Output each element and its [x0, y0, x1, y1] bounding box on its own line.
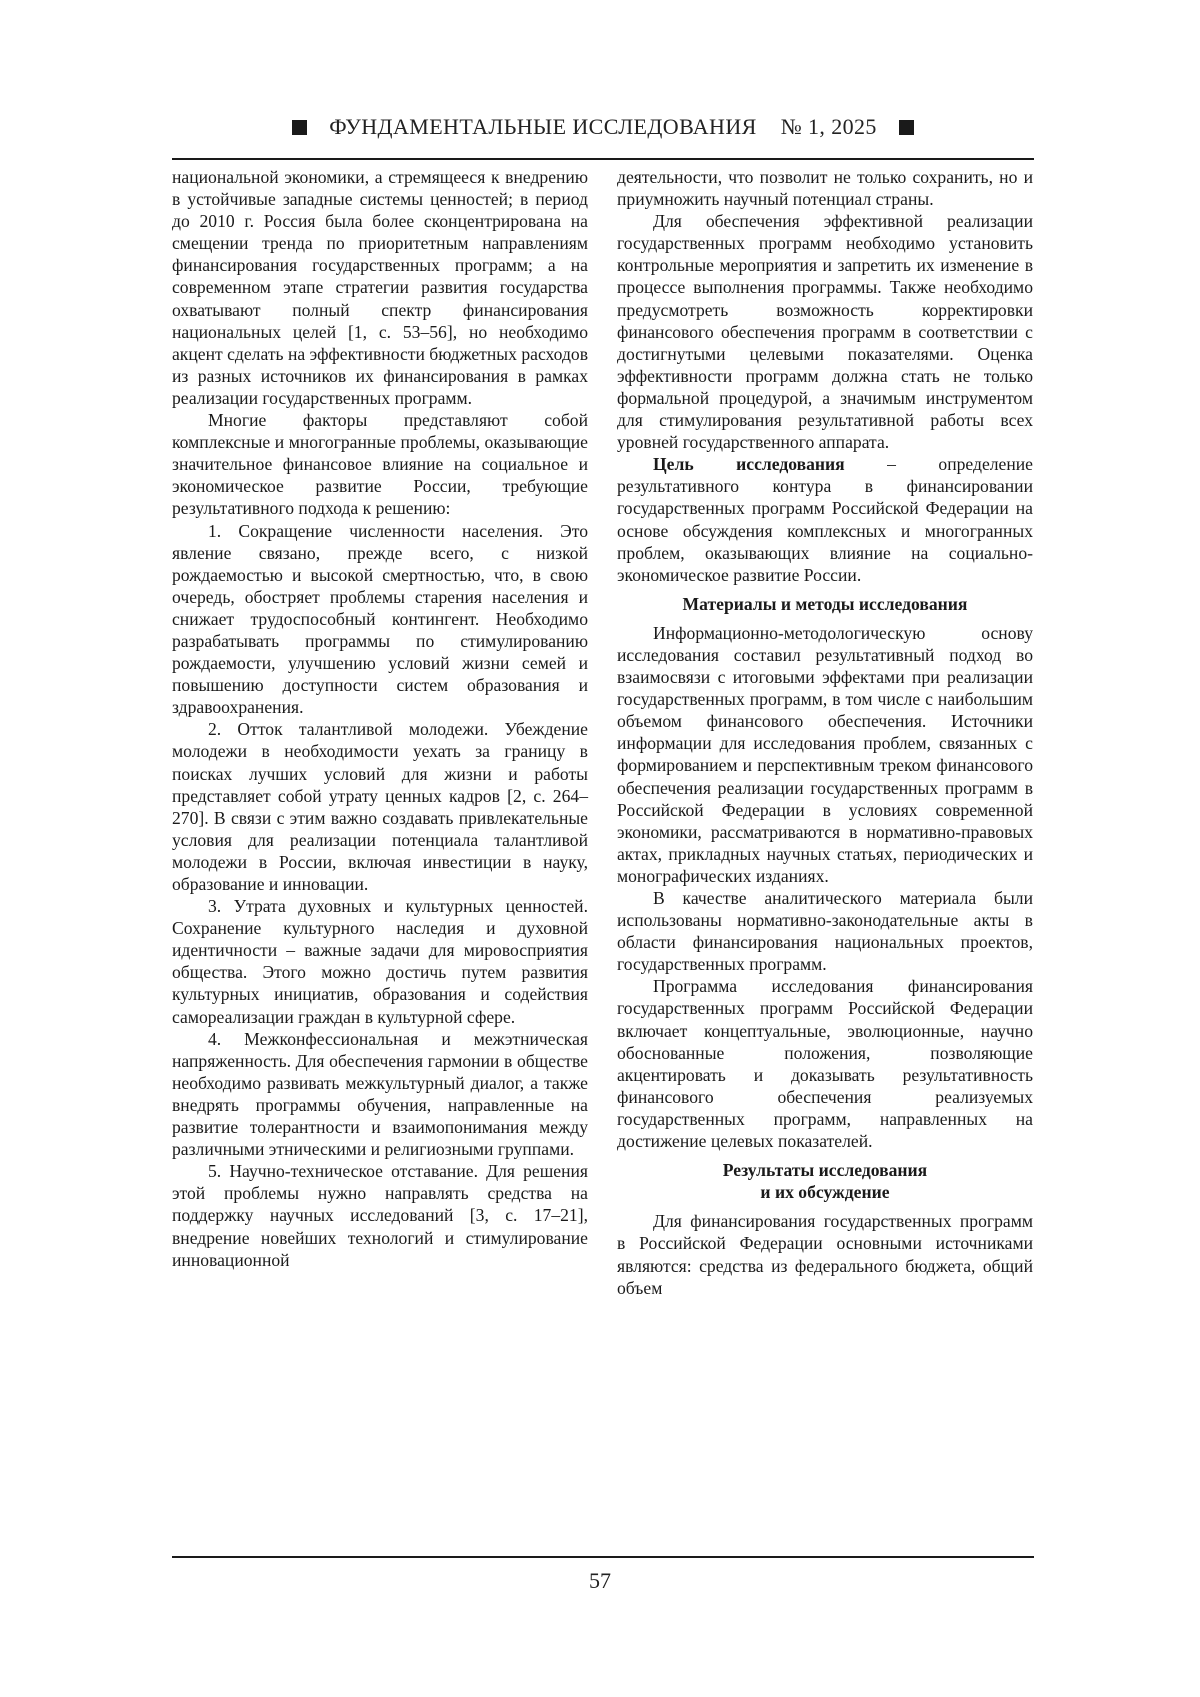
footer-rule	[172, 1556, 1034, 1558]
paragraph: Информационно-методологическую основу исследования составил результативный подход во взаимосвязи с итоговыми эффектами при реализации государственных программ, в том числе с наибольшим объемом финансового обеспечения. Источники информации для исследования проблем, связанных с формированием и перспективным треком финансового обеспечения реализации государственных программ в Российской Федерации в условиях современной экономики, рассматриваются в нормативно-правовых актах, прикладных научных статьях, периодических и монографических изданиях.	[617, 622, 1033, 886]
heading-line: и их обсуждение	[760, 1182, 890, 1203]
section-heading-results	[617, 1159, 1033, 1203]
heading-line: Результаты исследования	[722, 1160, 928, 1181]
paragraph: В качестве аналитического материала были использованы нормативно-законодательные акты в области финансирования национальных проектов, государственных программ.	[617, 888, 1033, 975]
list-item: 2. Отток талантливой молодежи. Убеждение молодежи в необходимости уехать за границу в поисках лучших условий для жизни и работы представляет собой утрату ценных кадров [2, с. 264–270]. В связи с этим важно создавать привлекательные условия для реализации потенциала талантливой молодежи в России, включая инвестиции в науку, образование и инновации.	[172, 719, 588, 894]
header-square-right-icon	[899, 120, 914, 135]
left-column	[172, 166, 588, 1271]
list-item: 4. Межконфессиональная и межэтническая напряженность. Для обеспечения гармонии в обществе необходимо развивать межкультурный диалог, а также внедрять программы обучения, направленные на развитие толерантности и взаимопонимания между различными этническими и религиозными группами.	[172, 1028, 588, 1160]
header-rule	[172, 158, 1034, 160]
header-square-left-icon	[292, 120, 307, 135]
list-item: 3. Утрата духовных и культурных ценностей. Сохранение культурного наследия и духовной идентичности – важные задачи для мировосприятия общества. Этого можно достичь путем развития культурных инициатив, образования и содействия самореализации граждан в культурной сфере.	[172, 896, 588, 1027]
paragraph: деятельности, что позволит не только сохранить, но и приумножить научный потенциал страны.	[617, 167, 1033, 210]
paragraph: Для финансирования государственных программ в Российской Федерации основными источниками являются: средства из федерального бюджета, общий объем	[617, 1211, 1033, 1298]
aim-text: – определение результативного контура в финансировании государственных программ Российской Федерации на основе обсуждения комплексных и многогранных проблем, оказывающих влияние на социально-экономическое развитие России.	[617, 454, 1033, 585]
issue-number: № 1, 2025	[780, 114, 877, 139]
paragraph	[617, 453, 1033, 586]
section-heading-methods: Материалы и методы исследования	[682, 593, 968, 614]
running-header	[172, 112, 1034, 142]
right-column	[617, 166, 1033, 1299]
paragraph: Программа исследования финансирования государственных программ Российской Федерации включает концептуальные, эволюционные, научно обоснованные положения, позволяющие акцентировать и доказывать результативность финансового обеспечения реализуемых государственных программ, направленных на достижение целевых показателей.	[617, 976, 1033, 1152]
list-item: 1. Сокращение численности населения. Это явление связано, прежде всего, с низкой рождаемостью и высокой смертностью, что, в свою очередь, обостряет проблемы старения населения и снижает трудоспособный контингент. Необходимо разрабатывать программы по стимулированию рождаемости, улучшению условий жизни семей и повышению доступности систем образования и здравоохранения.	[172, 520, 588, 718]
paragraph: Для обеспечения эффективной реализации государственных программ необходимо установить контрольные мероприятия и запретить их изменение в процессе выполнения программы. Также необходимо предусмотреть возможность корректировки финансового обеспечения программ в соответствии с достигнутыми целевыми показателями. Оценка эффективности программ должна стать не только формальной процедурой, а значимым инструментом для стимулирования результативной работы всех уровней государственного аппарата.	[617, 211, 1033, 453]
journal-title: ФУНДАМЕНТАЛЬНЫЕ ИССЛЕДОВАНИЯ	[329, 114, 757, 139]
list-item: 5. Научно-техническое отставание. Для решения этой проблемы нужно направлять средства на поддержку научных исследований [3, с. 17–21], внедрение новейших технологий и стимулирование инновационной	[172, 1161, 588, 1270]
paragraph: национальной экономики, а стремящееся к внедрению в устойчивые западные системы ценностей; в период до 2010 г. Россия была более сконцентрирована на смещении тренда по приоритетным направлениям финансирования государственных программ; а на современном этапе стратегии развития государства охватывают полный спектр финансирования национальных целей [1, с. 53–56], но необходимо акцент сделать на эффективности бюджетных расходов из разных источников их финансирования в рамках реализации государственных программ.	[172, 167, 588, 408]
page-number: 57	[589, 1568, 611, 1593]
aim-label: Цель исследования	[653, 454, 845, 475]
paragraph: Многие факторы представляют собой комплексные и многогранные проблемы, оказывающие значительное финансовое влияние на социальное и экономическое развитие России, требующие результативного подхода к решению:	[172, 410, 588, 519]
